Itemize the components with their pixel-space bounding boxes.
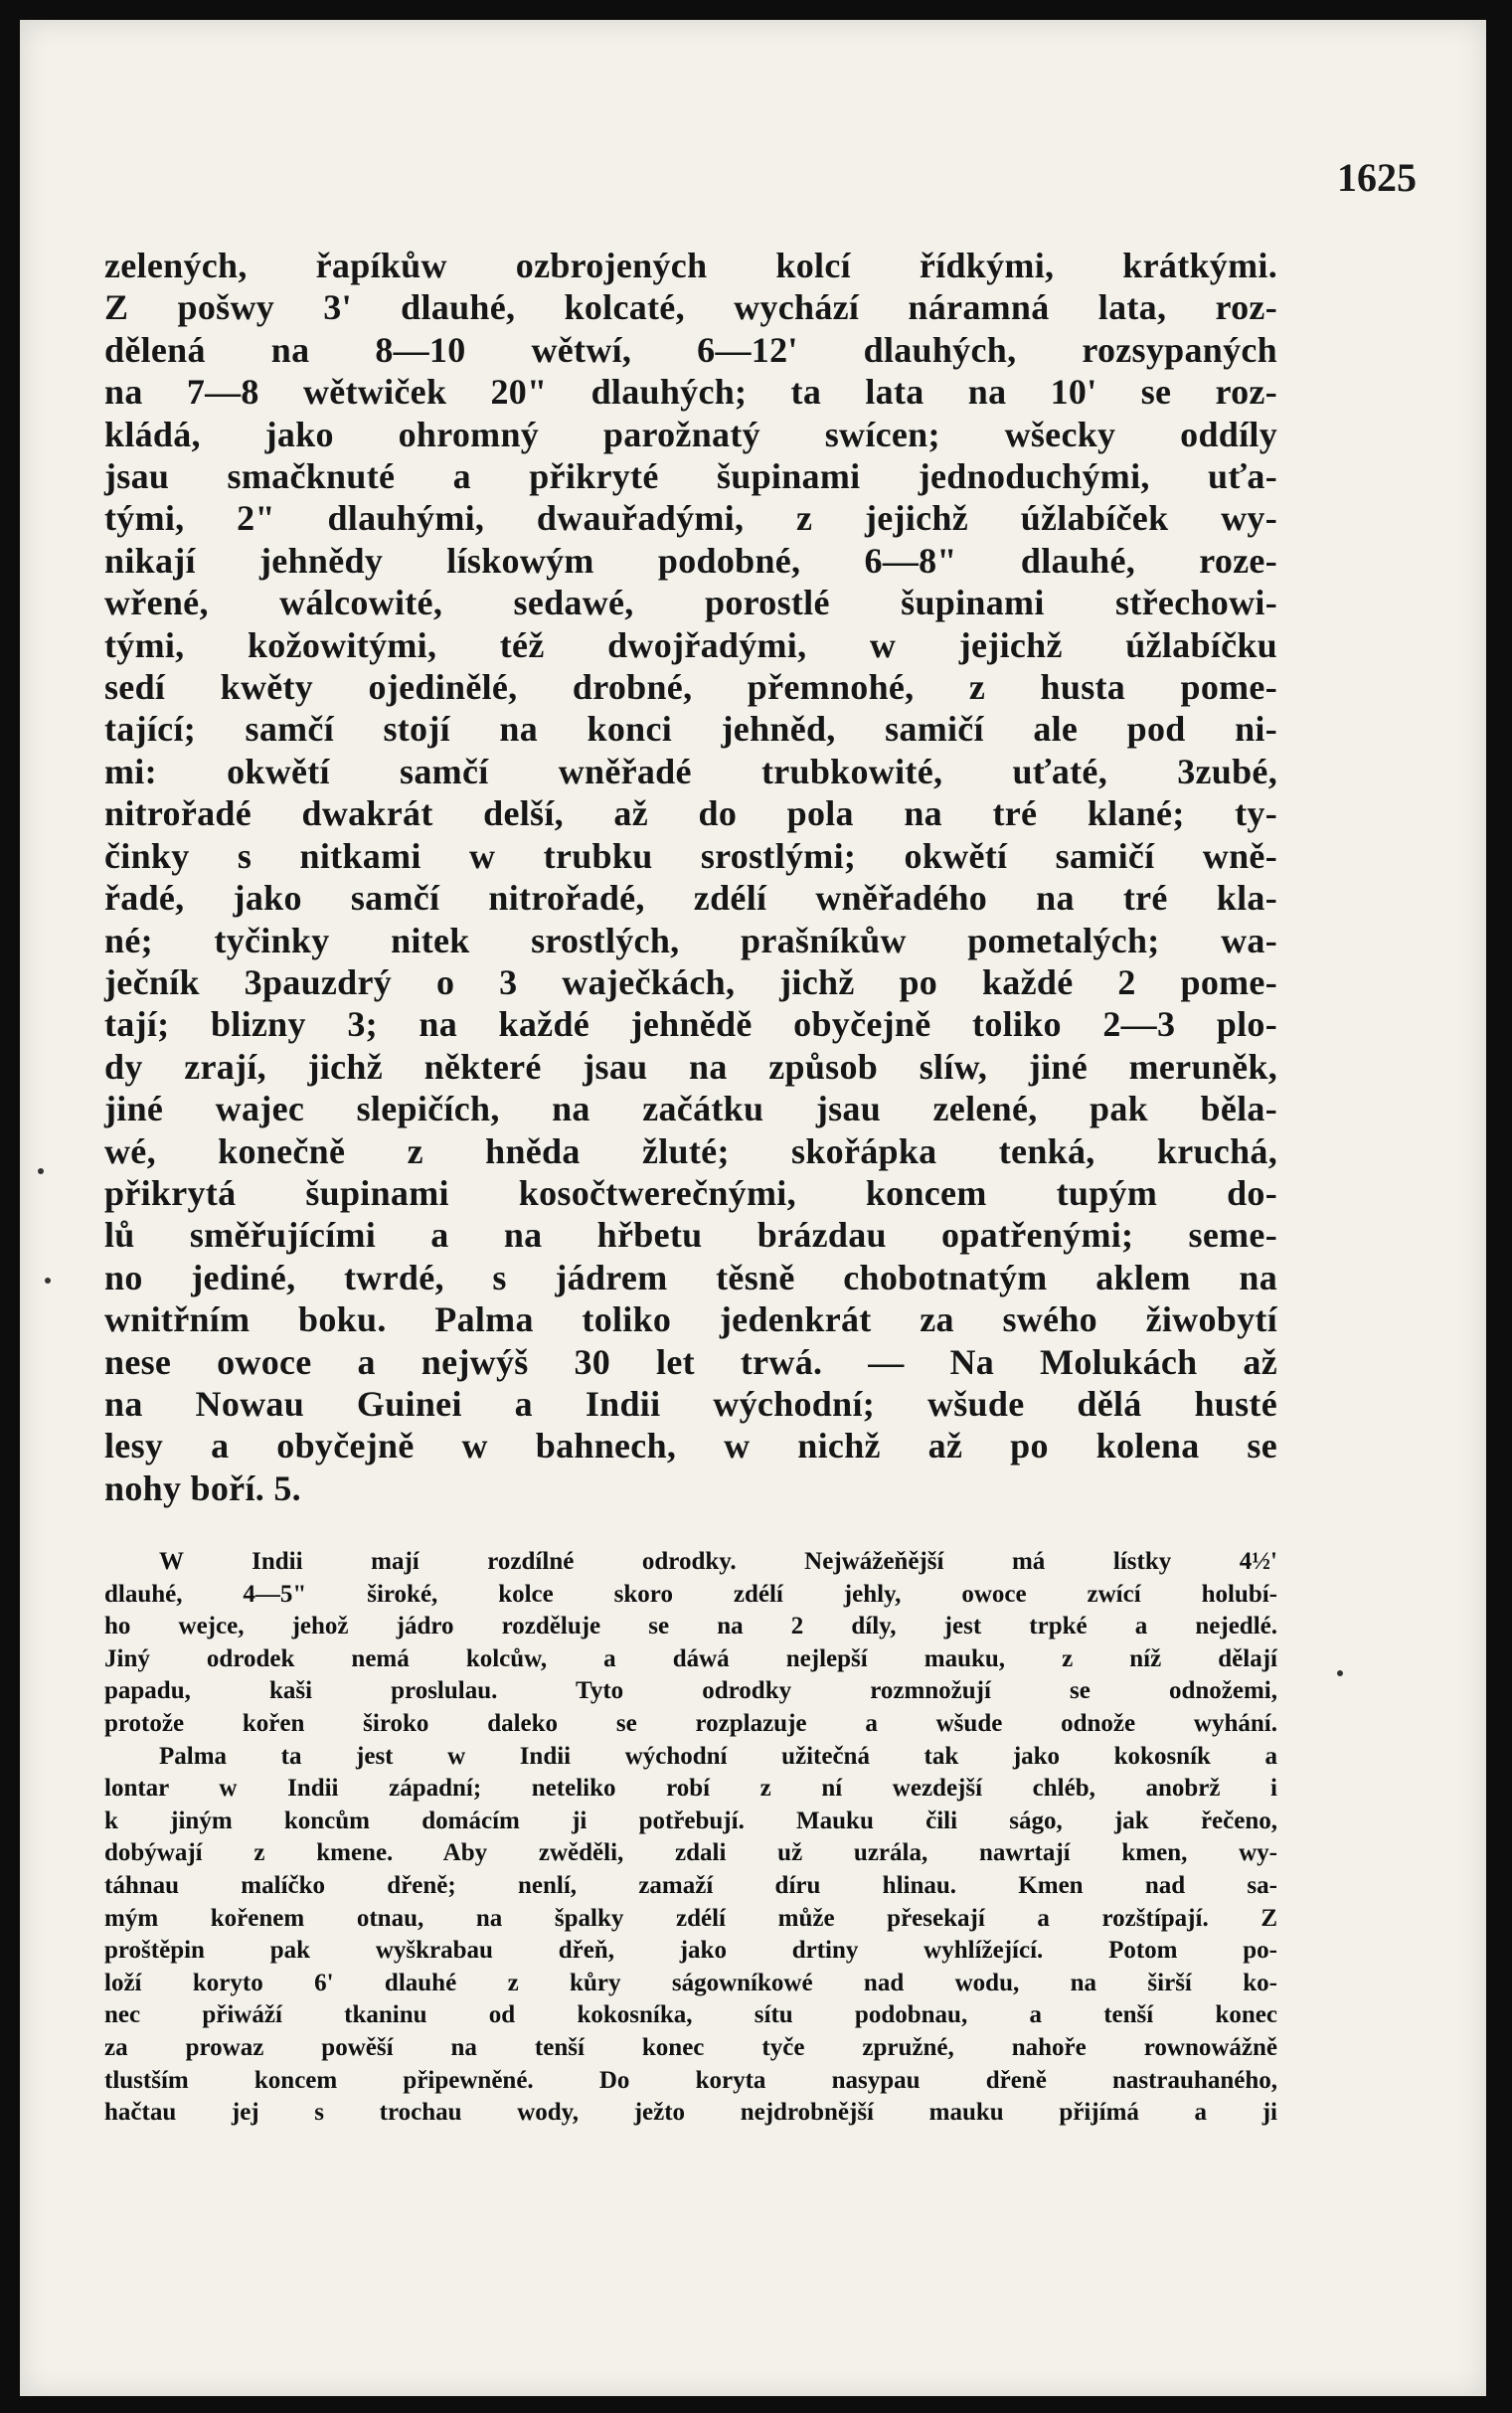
text-line: lů směřujícími a na hřbetu brázdau opatřenými; seme- — [104, 1215, 1277, 1256]
text-line: tými, kožowitými, též dwojřadými, w jejichž úžlabíčku — [104, 624, 1277, 665]
text-line: dy zrají, jichž některé jsau na způsob slíw, jiné meruněk, — [104, 1046, 1277, 1087]
text-line: přikrytá šupinami kosočtwerečnými, koncem tupým do- — [104, 1172, 1277, 1213]
margin-speck — [1337, 1670, 1343, 1676]
note-line: dlauhé, 4—5" široké, kolce skoro zdélí jehly, owoce zwící holubí- — [104, 1580, 1277, 1608]
text-line: tými, 2" dlauhými, dwauřadými, z jejichž úžlabíček wy- — [104, 498, 1277, 539]
margin-speck — [45, 1278, 51, 1284]
note-line: k jiným koncům domácím ji potřebují. Mauku čili ságo, jak řečeno, — [104, 1807, 1277, 1834]
note-line: mým kořenem otnau, na špalky zdélí může přesekají a rozštípají. Z — [104, 1904, 1277, 1932]
text-line: kládá, jako ohromný parožnatý swícen; wšecky oddíly — [104, 414, 1277, 454]
text-line: nohy boří. 5. — [104, 1467, 301, 1508]
text-line: tající; samčí stojí na konci jehněd, samičí ale pod ni- — [104, 709, 1277, 750]
note-line: W Indii mají rozdílné odrodky. Nejwážeňější má lístky 4½' — [159, 1548, 1277, 1575]
note-line: táhnau malíčko dřeně; nenlí, zamaží díru hlinau. Kmen nad sa- — [104, 1871, 1277, 1899]
note-line: dobýwají z kmene. Aby zwěděli, zdali už uzrála, nawrtají kmen, wy- — [104, 1839, 1277, 1867]
text-line: řadé, jako samčí nitrořadé, zdélí wněřadého na tré kla- — [104, 878, 1277, 919]
main-text — [104, 245, 1277, 1509]
text-line: jsau smačknuté a přikryté šupinami jednoduchými, uťa- — [104, 456, 1277, 497]
text-line: né; tyčinky nitek srostlých, prašníkůw pometalých; wa- — [104, 920, 1277, 960]
text-line: na Nowau Guinei a Indii wýchodní; wšude dělá husté — [104, 1383, 1277, 1424]
text-line: Z pošwy 3' dlauhé, kolcaté, wychází náramná lata, roz- — [104, 287, 1277, 328]
note-line: proštěpin pak wyškrabau dřeň, jako drtiny wyhlížející. Potom po- — [104, 1937, 1277, 1965]
note-line: protože kořen široko daleko se rozplazuje a wšude odnože wyhání. — [104, 1709, 1277, 1737]
page-number: 1625 — [1337, 155, 1417, 200]
text-line: wé, konečně z hněda žluté; skořápka tenká, kruchá, — [104, 1130, 1277, 1171]
text-line: činky s nitkami w trubku srostlými; okwětí samičí wně- — [104, 835, 1277, 876]
note-line: hačtau jej s trochau wody, ježto nejdrobnější mauku přijímá a ji — [104, 2099, 1277, 2127]
text-line: na 7—8 wětwiček 20" dlauhých; ta lata na 10' se roz- — [104, 372, 1277, 413]
text-line: tají; blizny 3; na každé jehnědě obyčejně toliko 2—3 plo- — [104, 1004, 1277, 1045]
note-line: nec přiwáží tkaninu od kokosníka, sítu podobnau, a tenší konec — [104, 2001, 1277, 2029]
note-line: lontar w Indii západní; neteliko robí z ní wezdejší chléb, anobrž i — [104, 1775, 1277, 1803]
text-line: ječník 3pauzdrý o 3 waječkách, jichž po každé 2 pome- — [104, 961, 1277, 1002]
note-line: Jiný odrodek nemá kolcůw, a dáwá nejlepší mauku, z níž dělají — [104, 1644, 1277, 1672]
text-line: sedí kwěty ojedinělé, drobné, přemnohé, z husta pome- — [104, 667, 1277, 708]
text-line: mi: okwětí samčí wněřadé trubkowité, uťaté, 3zubé, — [104, 751, 1277, 791]
text-line: jiné wajec slepičích, na začátku jsau zelené, pak běla- — [104, 1089, 1277, 1129]
text-line: no jediné, twrdé, s jádrem těsně chobotnatým aklem na — [104, 1257, 1277, 1297]
footnotes — [104, 1546, 1277, 2130]
note-line: papadu, kaši proslulau. Tyto odrodky rozmnožují se odnožemi, — [104, 1677, 1277, 1705]
margin-speck — [38, 1168, 44, 1174]
note-line: za prowaz powěší na tenší konec tyče zpružné, nahoře rownowážně — [104, 2033, 1277, 2061]
note-line: ho wejce, jehož jádro rozděluje se na 2 díly, jest trpké a nejedlé. — [104, 1613, 1277, 1640]
text-line: nitrořadé dwakrát delší, až do pola na tré klané; ty- — [104, 793, 1277, 834]
book-page — [20, 20, 1486, 2396]
text-line: nikají jehnědy lískowým podobné, 6—8" dlauhé, roze- — [104, 540, 1277, 581]
text-line: wnitřním boku. Palma toliko jedenkrát za swého žiwobytí — [104, 1299, 1277, 1340]
text-line: lesy a obyčejně w bahnech, w nichž až po kolena se — [104, 1426, 1277, 1466]
text-line: zelených, řapíkůw ozbrojených kolcí řídkými, krátkými. — [104, 246, 1277, 285]
text-line: nese owoce a nejwýš 30 let trwá. — Na Molukách až — [104, 1341, 1277, 1382]
text-line: wřené, wálcowité, sedawé, porostlé šupinami střechowi- — [104, 583, 1277, 623]
note-line: Palma ta jest w Indii wýchodní užitečná tak jako kokosník a — [159, 1742, 1277, 1770]
text-line: dělená na 8—10 wětwí, 6—12' dlauhých, rozsypaných — [104, 329, 1277, 370]
note-line: loží koryto 6' dlauhé z kůry ságowníkowé nad wodu, na širší ko- — [104, 1969, 1277, 1996]
note-line: tlustším koncem připewněné. Do koryta nasypau dřeně nastrauhaného, — [104, 2066, 1277, 2094]
